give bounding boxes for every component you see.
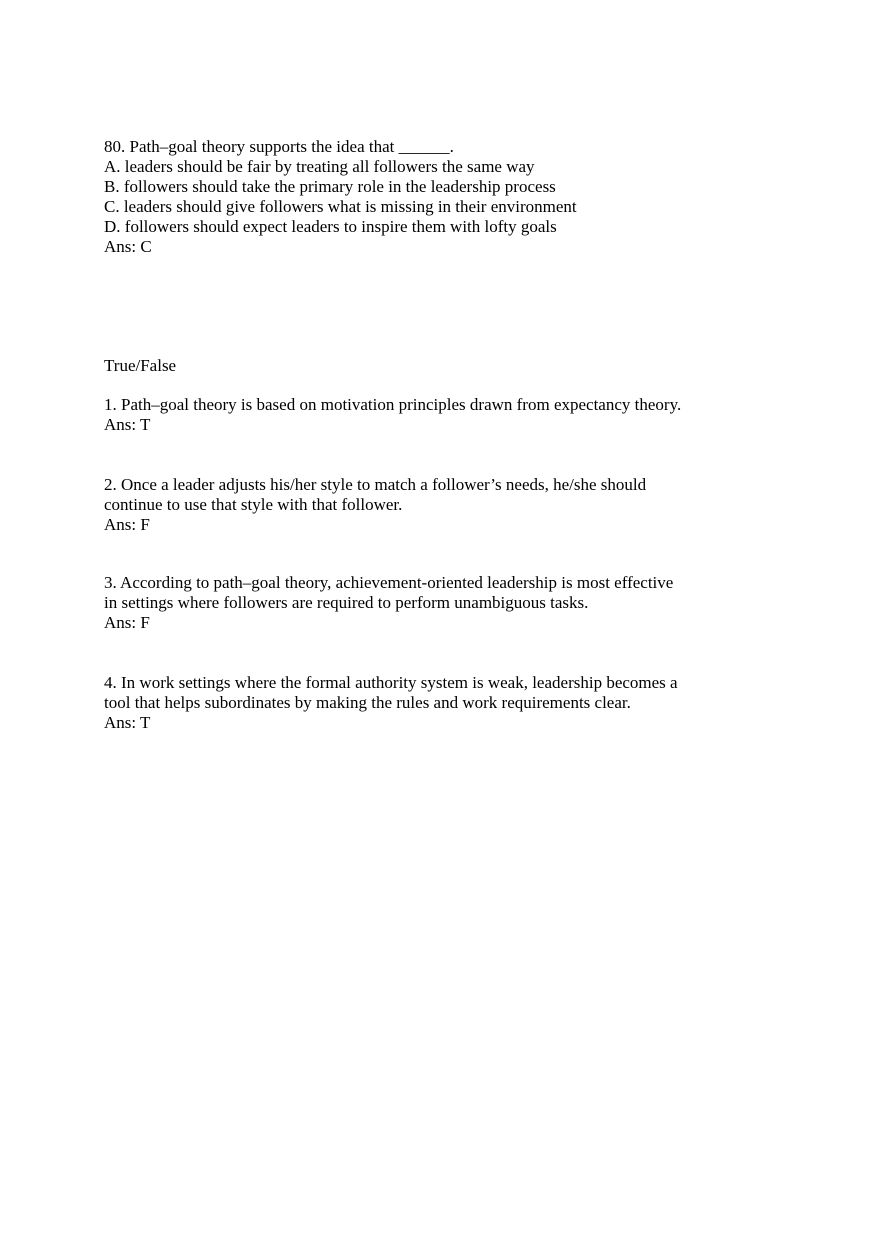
option-b: B. followers should take the primary role in the leadership process [104,177,556,196]
answer-line: Ans: F [104,515,150,534]
question-text-continued: tool that helps subordinates by making the rules and work requirements clear. [104,693,631,712]
true-false-question [104,475,744,535]
option-a: A. leaders should be fair by treating all followers the same way [104,157,535,176]
multiple-choice-question [104,137,744,257]
question-stem: 80. Path–goal theory supports the idea that ______. [104,137,454,156]
question-text: 1. Path–goal theory is based on motivation principles drawn from expectancy theory. [104,395,682,414]
true-false-question [104,573,744,633]
option-c: C. leaders should give followers what is missing in their environment [104,197,577,216]
question-text: 3. According to path–goal theory, achievement-oriented leadership is most effective [104,573,674,592]
answer-line: Ans: C [104,237,152,256]
question-text: 2. Once a leader adjusts his/her style to match a follower’s needs, he/she should [104,475,647,494]
section-heading [104,356,744,376]
answer-line: Ans: T [104,415,151,434]
question-text: 4. In work settings where the formal authority system is weak, leadership becomes a [104,673,678,692]
true-false-question [104,673,744,733]
section-heading-text: True/False [104,356,177,375]
answer-line: Ans: F [104,613,150,632]
question-text-continued: in settings where followers are required to perform unambiguous tasks. [104,593,589,612]
true-false-question [104,395,744,435]
answer-line: Ans: T [104,713,151,732]
option-d: D. followers should expect leaders to inspire them with lofty goals [104,217,557,236]
question-text-continued: continue to use that style with that follower. [104,495,403,514]
